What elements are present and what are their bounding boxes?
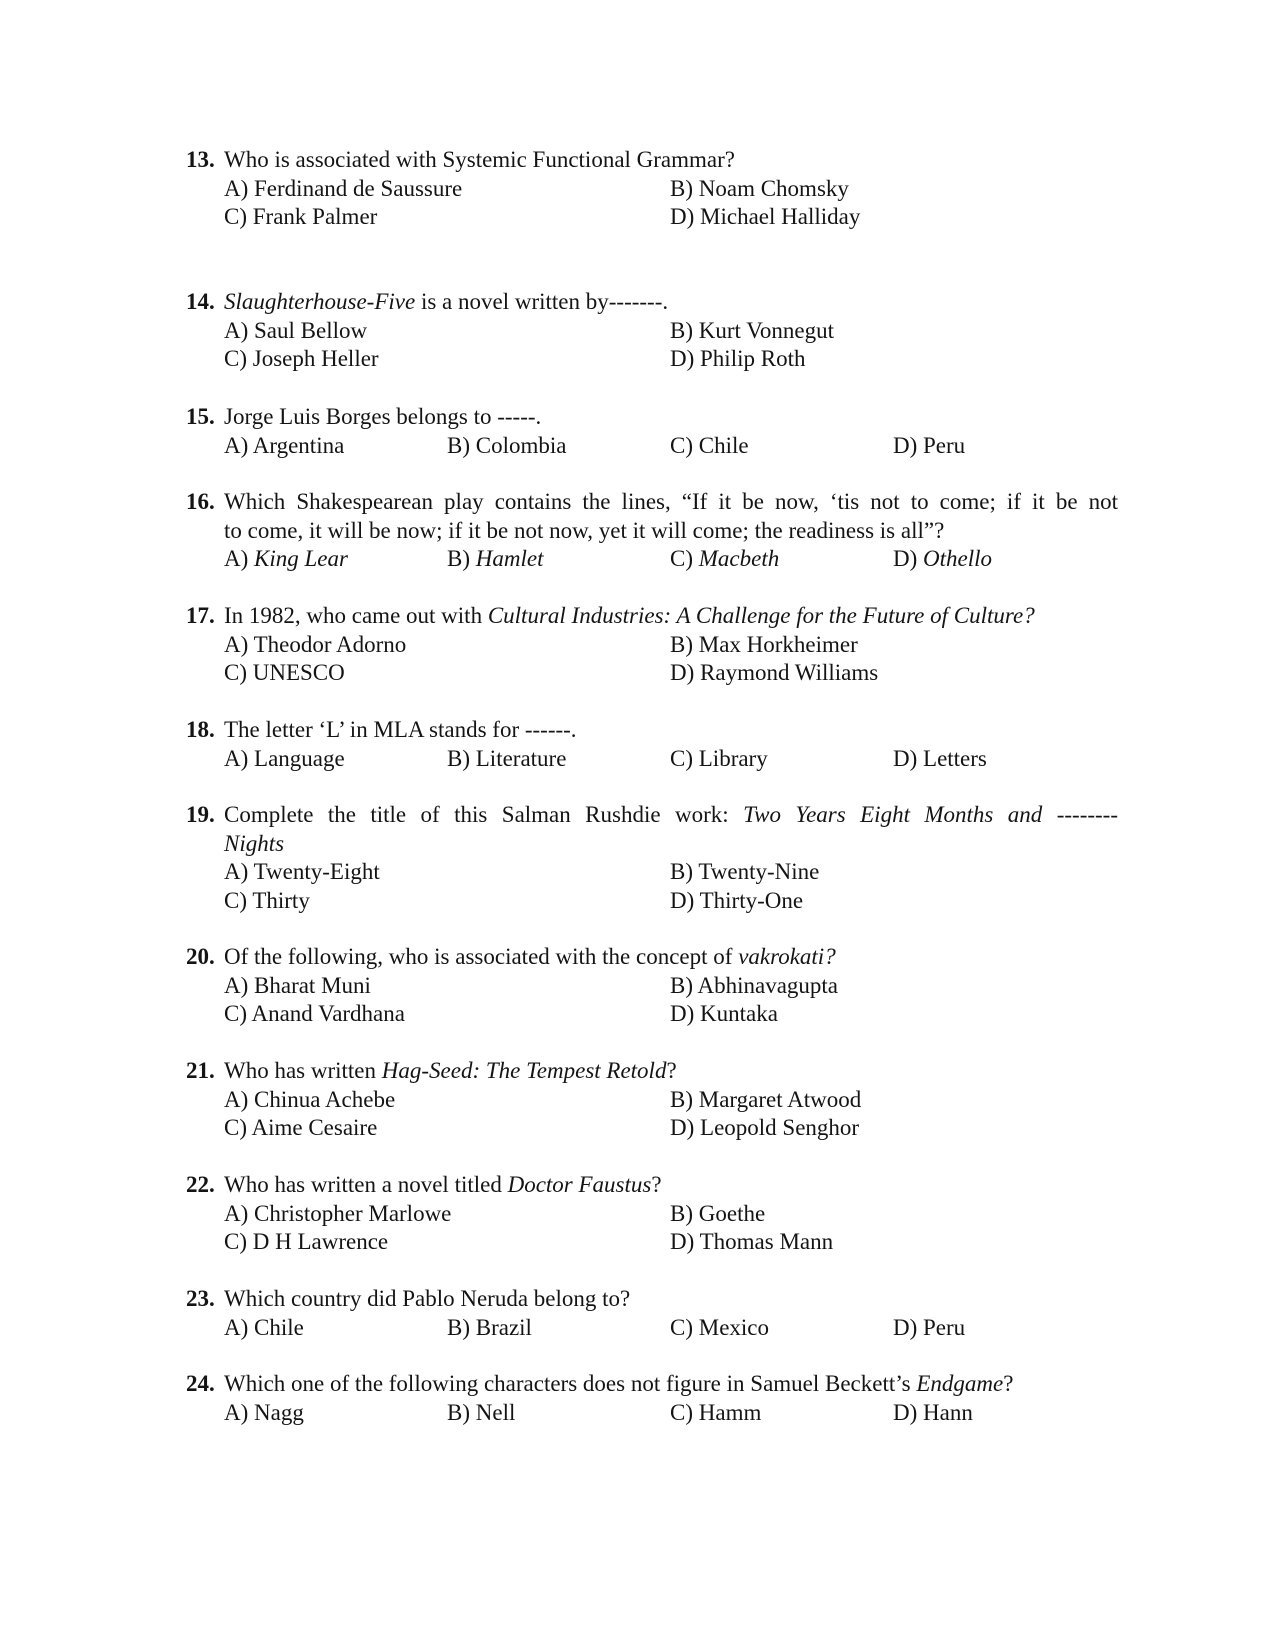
question-24 <box>186 1370 1118 1427</box>
option-c: C) Aime Cesaire <box>224 1115 378 1141</box>
question-14 <box>186 288 1118 374</box>
book-title: Hag-Seed: The Tempest Retold <box>381 1058 667 1083</box>
option-c: C) Hamm <box>670 1399 762 1425</box>
question-number: 20. <box>186 944 215 969</box>
question-21 <box>186 1057 1118 1143</box>
question-number: 23. <box>186 1286 215 1311</box>
option-d: D) Letters <box>893 745 987 771</box>
question-number: 22. <box>186 1172 215 1197</box>
book-title: Endgame <box>916 1371 1004 1396</box>
option-b: B) Brazil <box>447 1314 532 1340</box>
question-text-line-2: Nights <box>224 830 285 856</box>
question-19 <box>186 801 1118 915</box>
book-title: Doctor Faustus <box>507 1172 652 1197</box>
option-b: B) Max Horkheimer <box>670 631 858 657</box>
option-d: D) Raymond Williams <box>670 660 879 686</box>
option-a: A) Argentina <box>224 432 345 458</box>
option-c: C) Frank Palmer <box>224 204 378 230</box>
option-d: D) Michael Halliday <box>670 204 861 230</box>
option-b: B) Abhinavagupta <box>670 972 838 998</box>
question-text: Which one of the following characters does not figure in Samuel Beckett’s Endgame? <box>224 1371 1014 1396</box>
question-text: Of the following, who is associated with the concept of vakrokati? <box>224 944 836 969</box>
question-18 <box>186 716 1118 773</box>
question-text: Who is associated with Systemic Functional Grammar? <box>224 147 735 172</box>
question-number: 15. <box>186 404 215 429</box>
book-title: Slaughterhouse-Five <box>224 289 416 314</box>
option-c: C) UNESCO <box>224 660 345 686</box>
option-c: C) Library <box>670 745 768 771</box>
concept-term: vakrokati? <box>738 944 836 969</box>
option-b: B) Kurt Vonnegut <box>670 317 834 343</box>
option-b: B) Nell <box>447 1399 516 1425</box>
question-13 <box>186 146 1118 232</box>
option-b: B) Colombia <box>447 432 567 458</box>
option-c: C) Anand Vardhana <box>224 1001 405 1027</box>
option-c: C) Chile <box>670 432 749 458</box>
question-text: Who has written a novel titled Doctor Faustus? <box>224 1172 662 1197</box>
option-a: A) Language <box>224 745 345 771</box>
question-text: The letter ‘L’ in MLA stands for ------. <box>224 717 577 742</box>
question-23 <box>186 1285 1118 1342</box>
option-d: D) Othello <box>893 546 993 572</box>
option-a: A) Bharat Muni <box>224 972 371 998</box>
option-c: C) Mexico <box>670 1314 770 1340</box>
question-number: 16. <box>186 489 215 514</box>
option-d: D) Thirty-One <box>670 887 804 913</box>
question-text-line-1: Complete the title of this Salman Rushdie work: Two Years Eight Months and -------- <box>224 802 1118 827</box>
option-a: A) Theodor Adorno <box>224 631 407 657</box>
question-number: 21. <box>186 1058 215 1083</box>
option-b: B) Literature <box>447 745 567 771</box>
question-text-line-2: to come, it will be now; if it be not now, yet it will come; the readiness is all”? <box>224 517 945 543</box>
question-number: 19. <box>186 802 215 827</box>
question-number: 18. <box>186 717 215 742</box>
question-text: Who has written Hag-Seed: The Tempest Retold? <box>224 1058 677 1083</box>
question-text: Slaughterhouse-Five is a novel written by-------. <box>224 289 669 314</box>
option-d: D) Peru <box>893 432 966 458</box>
option-c: C) Macbeth <box>670 546 780 572</box>
option-d: D) Leopold Senghor <box>670 1115 860 1141</box>
question-number: 13. <box>186 147 215 172</box>
question-number: 17. <box>186 603 215 628</box>
option-b: B) Twenty-Nine <box>670 859 820 885</box>
question-16 <box>186 488 1118 574</box>
option-a: A) Chile <box>224 1314 304 1340</box>
option-c: C) Thirty <box>224 887 310 913</box>
option-d: D) Peru <box>893 1314 966 1340</box>
question-text: Jorge Luis Borges belongs to -----. <box>224 404 542 429</box>
option-a: A) Twenty-Eight <box>224 859 380 885</box>
question-number: 14. <box>186 289 215 314</box>
option-a: A) Nagg <box>224 1399 304 1425</box>
question-22 <box>186 1171 1118 1257</box>
option-b: B) Margaret Atwood <box>670 1086 862 1112</box>
option-a: A) Ferdinand de Saussure <box>224 175 463 201</box>
question-text: In 1982, who came out with Cultural Industries: A Challenge for the Future of Culture? <box>224 603 1035 628</box>
book-title: Cultural Industries: A Challenge for the Future of Culture? <box>487 603 1035 628</box>
option-c: C) D H Lawrence <box>224 1229 389 1255</box>
option-d: D) Philip Roth <box>670 346 806 372</box>
book-title: Two Years Eight Months and <box>743 802 1043 827</box>
option-b: B) Goethe <box>670 1200 766 1226</box>
option-b: B) Hamlet <box>447 546 544 572</box>
option-d: D) Thomas Mann <box>670 1229 834 1255</box>
question-20 <box>186 943 1118 1029</box>
question-text-line-1: Which Shakespearean play contains the lines, “If it be now, ‘tis not to come; if it be not <box>224 489 1118 514</box>
question-number: 24. <box>186 1371 215 1396</box>
option-a: A) Saul Bellow <box>224 317 368 343</box>
question-text: Which country did Pablo Neruda belong to? <box>224 1286 631 1311</box>
question-15 <box>186 403 1118 460</box>
option-a: A) King Lear <box>224 546 348 572</box>
option-b: B) Noam Chomsky <box>670 175 849 201</box>
option-a: A) Christopher Marlowe <box>224 1200 452 1226</box>
option-c: C) Joseph Heller <box>224 346 379 372</box>
option-d: D) Hann <box>893 1399 973 1425</box>
option-a: A) Chinua Achebe <box>224 1086 396 1112</box>
option-d: D) Kuntaka <box>670 1001 778 1027</box>
question-17 <box>186 602 1118 688</box>
